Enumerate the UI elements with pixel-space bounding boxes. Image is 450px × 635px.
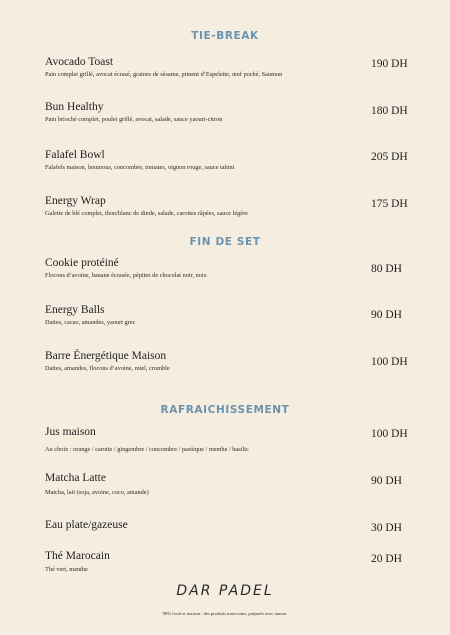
item-price: 30 DH	[371, 522, 402, 534]
section-title-tie-break: TIE-BREAK	[191, 30, 259, 42]
menu-item	[45, 471, 405, 497]
item-description: Thé vert, menthe	[45, 566, 88, 573]
item-description: Matcha, lait (soja, avoine, coco, amande)	[45, 489, 149, 496]
menu-item	[45, 518, 405, 532]
section-title-fin-de-set: FIN DE SET	[189, 236, 261, 248]
menu-item	[45, 303, 405, 327]
item-price: 80 DH	[371, 263, 402, 275]
menu-item	[45, 55, 405, 79]
item-price: 90 DH	[371, 475, 402, 487]
item-price: 100 DH	[371, 356, 408, 368]
brand-logo: DAR PADEL	[176, 583, 274, 599]
item-description: Dattes, cacao, amandes, yaourt grec	[45, 319, 136, 326]
item-name: Matcha Latte	[45, 472, 106, 484]
menu-item	[45, 549, 405, 574]
menu-item	[45, 425, 405, 454]
item-price: 190 DH	[371, 58, 408, 70]
footer-note: 98% local et maison : des produits marocains, préparés avec amour.	[162, 611, 288, 616]
item-name: Eau plate/gazeuse	[45, 519, 128, 531]
item-price: 100 DH	[371, 428, 408, 440]
menu-item	[45, 148, 405, 172]
item-description: Flocons d’avoine, banane écrasée, pépites de chocolat noir, noix	[45, 272, 207, 279]
item-description: Au choix : orange / carotte / gingembre / concombre / pastèque / menthe / basilic	[45, 446, 249, 453]
section-title-rafraichissement: RAFRAICHISSEMENT	[160, 404, 290, 416]
item-description: Pain complet grillé, avocat écrasé, graines de sésame, piment d’Espelette, œuf poché, Saumon	[45, 71, 283, 78]
item-name: Falafel Bowl	[45, 149, 105, 161]
item-description: Galette de blé complet, thon/blanc de dinde, salade, carottes râpées, sauce légère	[45, 210, 248, 217]
item-price: 20 DH	[371, 553, 402, 565]
item-price: 90 DH	[371, 309, 402, 321]
item-name: Energy Balls	[45, 304, 105, 316]
menu-item	[45, 100, 405, 124]
menu-item	[45, 256, 405, 280]
item-name: Thé Marocain	[45, 550, 110, 562]
item-description: Falafels maison, houmous, concombre, tomates, oignon rouge, sauce tahini	[45, 164, 235, 171]
item-name: Jus maison	[45, 426, 96, 438]
item-name: Cookie protéiné	[45, 257, 119, 269]
menu-item	[45, 194, 405, 218]
item-price: 205 DH	[371, 151, 408, 163]
menu-item	[45, 349, 405, 373]
item-name: Barre Énergétique Maison	[45, 350, 167, 362]
item-description: Pain brioché complet, poulet grillé, avocat, salade, sauce yaourt-citron	[45, 116, 223, 123]
item-price: 180 DH	[371, 105, 408, 117]
item-name: Bun Healthy	[45, 101, 104, 113]
item-name: Energy Wrap	[45, 195, 106, 207]
item-name: Avocado Toast	[45, 56, 114, 68]
item-price: 175 DH	[371, 198, 408, 210]
item-description: Dattes, amandes, flocons d’avoine, miel, crumble	[45, 365, 170, 372]
